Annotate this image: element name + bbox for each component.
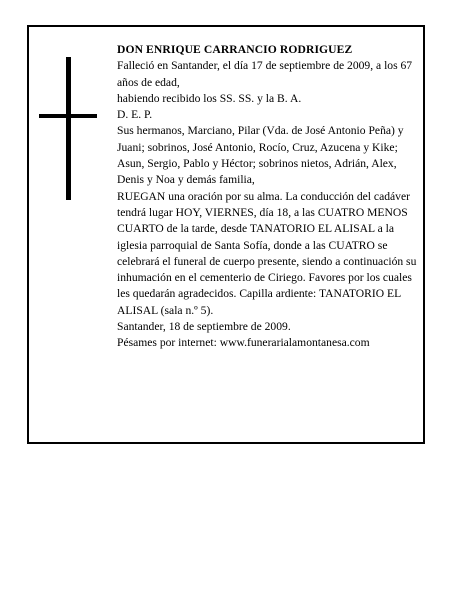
- family-list: Sus hermanos, Marciano, Pilar (Vda. de José Antonio Peña) y Juani; sobrinos, José Antonio, Rocío, Cruz, Azucena y Kike; Asun, Sergio, Pablo y Héctor; sobrinos nietos, Adrián, Alex, Denis y Noa y demás familia,: [117, 124, 404, 187]
- obituary-notice: [27, 25, 425, 444]
- obituary-text: [117, 42, 417, 352]
- sacraments-line: habiendo recibido los SS. SS. y la B. A.: [117, 91, 302, 105]
- condolences-line: Pésames por internet: www.funerarialamontanesa.com: [117, 336, 370, 350]
- deceased-name: DON ENRIQUE CARRANCIO RODRIGUEZ: [117, 43, 353, 56]
- death-announcement: Falleció en Santander, el día 17 de septiembre de 2009, a los 67 años de edad,: [117, 59, 413, 89]
- cross-vertical-bar: [66, 57, 71, 200]
- place-date-line: Santander, 18 de septiembre de 2009.: [117, 320, 291, 334]
- cross-horizontal-bar: [39, 114, 97, 118]
- cross-icon: [39, 57, 97, 200]
- dep-line: D. E. P.: [117, 108, 153, 122]
- funeral-details: RUEGAN una oración por su alma. La conducción del cadáver tendrá lugar HOY, VIERNES, día 18, a las CUATRO MENOS CUARTO de la tarde, desde TANATORIO EL ALISAL a la iglesia parroquial de Santa Sofía, donde a las CUATRO se celebrará el funeral de cuerpo presente, siendo a continuación su inhumación en el cementerio de Ciriego. Favores por los cuales les quedarán agradecidos. Capilla ardiente: TANATORIO EL ALISAL (sala n.º 5).: [117, 189, 417, 317]
